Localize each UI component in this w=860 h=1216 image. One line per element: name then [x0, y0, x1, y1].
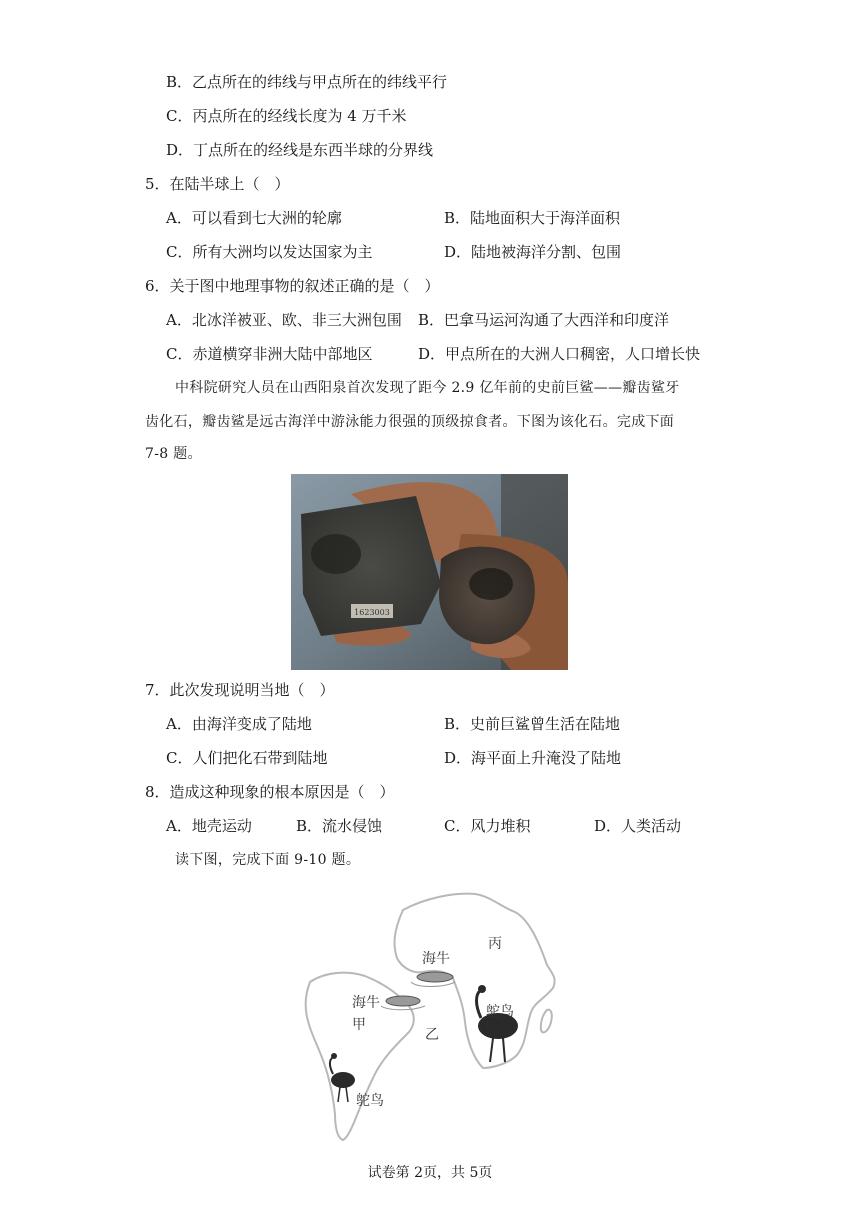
q4-option-d: D．丁点所在的经线是东西半球的分界线 [166, 141, 434, 159]
q6-stem: 6．关于图中地理事物的叙述正确的是（ ） [145, 277, 440, 295]
q5-option-c: C．所有大洲均以发达国家为主 [166, 243, 373, 261]
q5-option-a: A．可以看到七大洲的轮廓 [166, 209, 342, 227]
label-ostrich-south-america: 鸵鸟 [356, 1093, 384, 1109]
passage-2: 读下图，完成下面 9-10 题。 [175, 852, 361, 868]
q7-option-d: D．海平面上升淹没了陆地 [444, 749, 622, 767]
q7-option-c: C．人们把化石带到陆地 [166, 749, 328, 767]
q4-option-c: C．丙点所在的经线长度为 4 万千米 [166, 107, 407, 125]
q8-option-a: A．地壳运动 [166, 817, 252, 835]
label-bing: 丙 [488, 936, 502, 952]
label-ostrich-africa: 鸵鸟 [486, 1004, 514, 1020]
q6-option-a: A．北冰洋被亚、欧、非三大洲包围 [166, 311, 402, 329]
q6-option-d: D．甲点所在的大洲人口稠密，人口增长快 [418, 345, 701, 363]
madagascar-outline [541, 1010, 552, 1033]
ostrich-icon [330, 1053, 355, 1102]
africa-outline [395, 894, 555, 1068]
q8-stem: 8．造成这种现象的根本原因是（ ） [145, 783, 395, 801]
q7-option-a: A．由海洋变成了陆地 [166, 715, 312, 733]
manatee-icon [411, 972, 455, 987]
q6-option-b: B．巴拿马运河沟通了大西洋和印度洋 [418, 311, 670, 329]
q7-stem: 7．此次发现说明当地（ ） [145, 681, 335, 699]
fossil-photo [291, 474, 568, 670]
passage-line-1: 中科院研究人员在山西阳泉首次发现了距今 2.9 亿年前的史前巨鲨——瓣齿鲨牙 [175, 380, 680, 396]
q5-stem: 5．在陆半球上（ ） [145, 175, 290, 193]
africa-south-america-map [285, 890, 575, 1145]
q8-option-d: D．人类活动 [594, 817, 682, 835]
q6-option-c: C．赤道横穿非洲大陆中部地区 [166, 345, 373, 363]
q8-option-c: C．风力堆积 [444, 817, 531, 835]
fossil-label-text: 1623003 [354, 608, 390, 617]
passage-line-3: 7-8 题。 [145, 446, 202, 462]
ostrich-icon [477, 985, 519, 1062]
label-manatee-upper: 海牛 [422, 951, 450, 967]
label-manatee-left: 海牛 [352, 995, 380, 1011]
q7-option-b: B．史前巨鲨曾生活在陆地 [444, 715, 621, 733]
page-footer: 试卷第 2页，共 5页 [367, 1165, 493, 1181]
q5-option-b: B．陆地面积大于海洋面积 [444, 209, 621, 227]
manatee-icon [381, 996, 425, 1010]
q5-option-d: D．陆地被海洋分割、包围 [444, 243, 622, 261]
passage-line-2: 齿化石，瓣齿鲨是远古海洋中游泳能力很强的顶级掠食者。下图为该化石。完成下面 [145, 414, 675, 430]
label-yi: 乙 [425, 1027, 439, 1043]
q8-option-b: B．流水侵蚀 [296, 817, 383, 835]
q4-option-b: B．乙点所在的纬线与甲点所在的纬线平行 [166, 73, 448, 91]
label-jia: 甲 [352, 1017, 366, 1033]
